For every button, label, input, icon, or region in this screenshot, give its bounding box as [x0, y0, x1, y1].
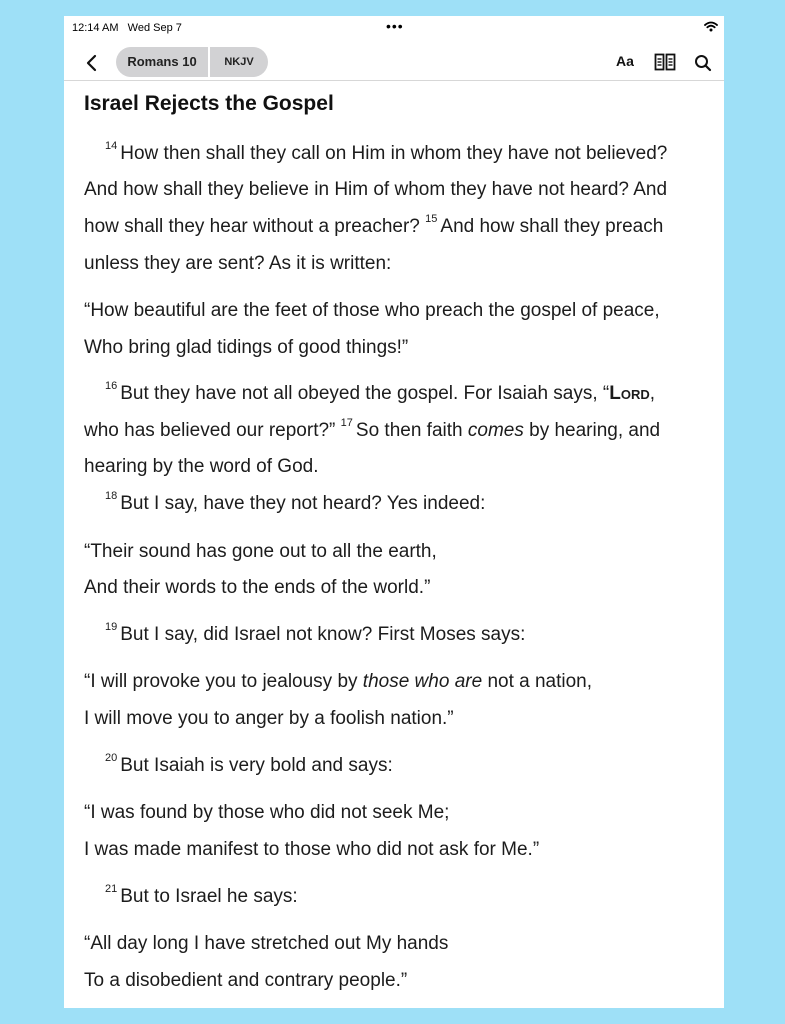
multitask-dots[interactable]: •••: [386, 18, 404, 34]
verse-line: hearing by the word of God.: [84, 456, 319, 477]
poetry-line: “Their sound has gone out to all the earth,: [84, 541, 437, 562]
poetry-line: I was made manifest to those who did not ask for Me.”: [84, 839, 540, 860]
poetry-line: Who bring glad tidings of good things!”: [84, 337, 409, 358]
verse-number[interactable]: 15: [425, 213, 438, 225]
chevron-left-icon[interactable]: [82, 53, 102, 73]
search-icon[interactable]: [694, 54, 712, 72]
status-time-date: [72, 22, 182, 34]
verse-line: $^{20}$ But Isaiah is very bold and says:: [105, 752, 393, 776]
verse-number[interactable]: 16: [105, 380, 118, 392]
verse-number[interactable]: 21: [105, 883, 118, 895]
poetry-line: And their words to the ends of the world.”: [84, 577, 431, 598]
verse-line: unless they are sent? As it is written:: [84, 253, 392, 274]
poetry-line: “How beautiful are the feet of those who preach the gospel of peace,: [84, 300, 660, 321]
toolbar: [64, 46, 724, 81]
divine-name: Lord: [609, 383, 650, 404]
poetry-line: “All day long I have stretched out My hands: [84, 933, 449, 954]
poetry-line: “I will provoke you to jealousy by those who are not a nation,: [84, 671, 593, 692]
verse-number[interactable]: 17: [340, 417, 353, 429]
verse-line: And how shall they believe in Him of whom they have not heard? And: [84, 179, 668, 200]
verse-line: $^{18}$ But I say, have they not heard? Yes indeed:: [105, 490, 486, 514]
verse-number[interactable]: 19: [105, 621, 118, 633]
version-button[interactable]: NKJV: [224, 56, 254, 68]
status-time: 12:14 AM: [72, 22, 119, 34]
verse-line: $^{16}$ But they have not all obeyed the gospel. For Isaiah says, “Lord,: [105, 380, 656, 404]
verse-line: how shall they hear without a preacher? $^{15}$ And how shall they preach: [84, 213, 664, 237]
verse-line: $^{21}$ But to Israel he says:: [105, 883, 298, 907]
poetry-line: “I was found by those who did not seek Me;: [84, 802, 450, 823]
book-version-selector: [116, 47, 268, 77]
poetry-line: I will move you to anger by a foolish nation.”: [84, 708, 454, 729]
wifi-icon: [704, 21, 718, 32]
status-bar: [64, 16, 724, 40]
verse-number[interactable]: 20: [105, 752, 118, 764]
verse-line: $^{14}$ How then shall they call on Him in whom they have not believed?: [105, 140, 668, 164]
verse-number[interactable]: 18: [105, 490, 118, 502]
verse-number[interactable]: 14: [105, 140, 118, 152]
poetry-line: To a disobedient and contrary people.”: [84, 970, 408, 991]
section-heading: Israel Rejects the Gospel: [84, 92, 334, 115]
book-chapter-button[interactable]: Romans 10: [127, 54, 197, 69]
verse-line: $^{19}$ But I say, did Israel not know? First Moses says:: [105, 621, 526, 645]
app-screen: [64, 16, 724, 1008]
verse-line: who has believed our report?” $^{17}$ So then faith comes by hearing, and: [84, 417, 661, 441]
font-settings-button[interactable]: Aa: [616, 53, 634, 69]
status-date: Wed Sep 7: [127, 22, 182, 34]
parallel-bible-icon[interactable]: [654, 53, 676, 71]
